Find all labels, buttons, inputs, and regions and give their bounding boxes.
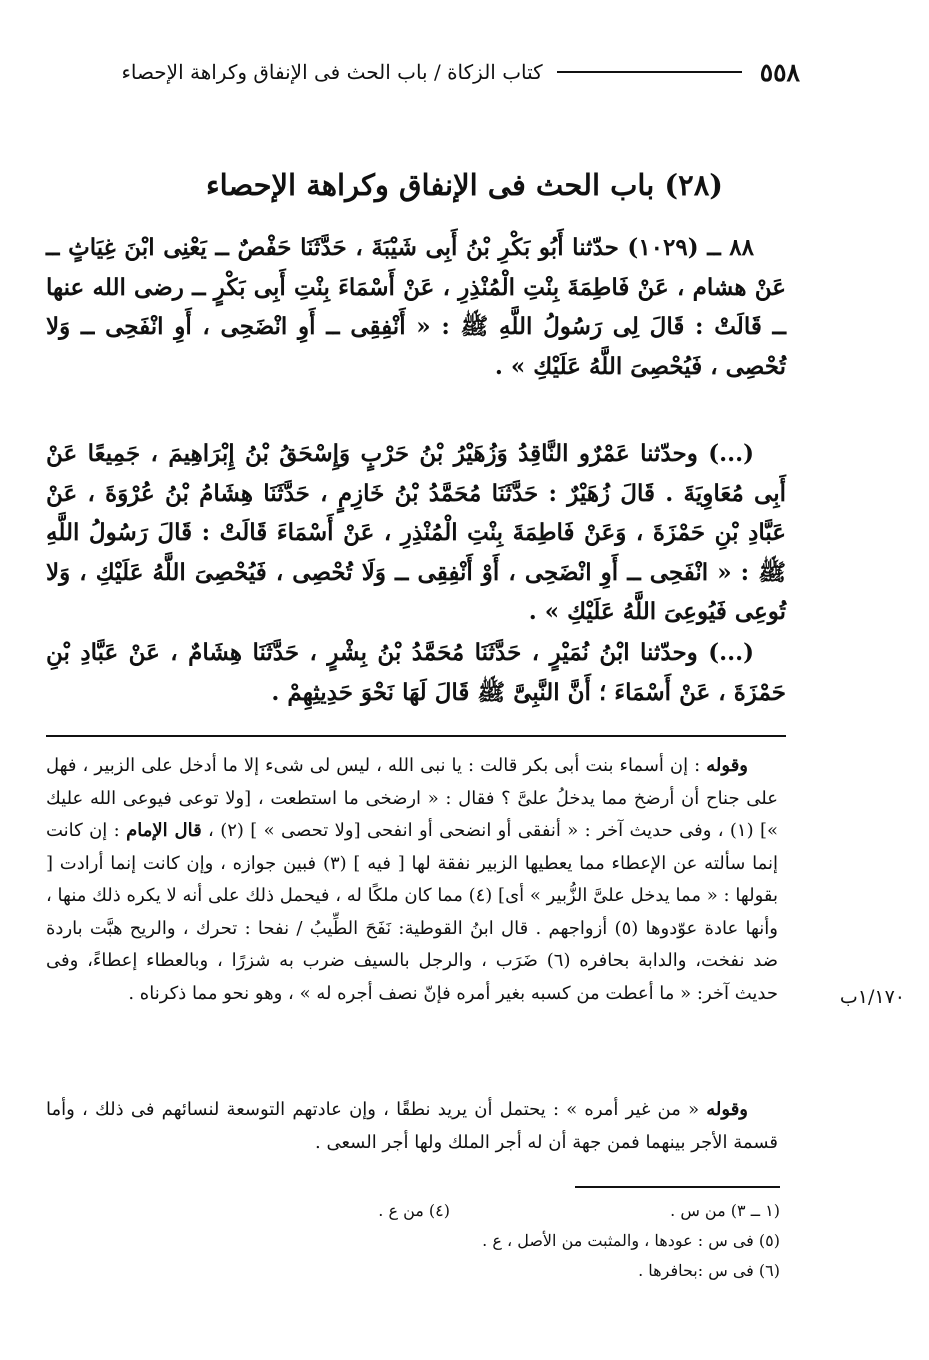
commentary-paragraph bbox=[46, 750, 778, 1010]
commentary-lead: وقوله bbox=[706, 1099, 748, 1120]
commentary-text: « من غير أمره » : يحتمل أن يريد نطقًا ، وإن عادتهم التوسعة لنسائهم فى ذلك ، وأما قسمة الأجر بينهما فمن جهة أن له أجر الملك ولها أجر السعى . bbox=[46, 1099, 778, 1153]
hadith-block bbox=[46, 434, 786, 632]
hadith-text: (...) وحدّثنا ابْنُ نُمَيْرٍ ، حَدَّثَنَا مُحَمَّدُ بْنُ بِشْرٍ ، حَدَّثَنَا هِشَامٌ ، عَنْ عَبَّادِ بْنِ حَمْزَةَ ، عَنْ أَسْمَاءَ ؛ أَنَّ النَّبِىَّ ﷺ قَالَ لَهَا نَحْوَ حَدِيثِهِمْ . bbox=[46, 639, 786, 706]
footnote-row bbox=[200, 1256, 780, 1286]
footnote-row bbox=[200, 1196, 780, 1226]
running-title: كتاب الزكاة / باب الحث فى الإنفاق وكراهة الإحصاء bbox=[121, 60, 543, 84]
commentary-block bbox=[46, 750, 778, 1010]
commentary-lead: وقوله bbox=[706, 755, 748, 776]
running-header bbox=[40, 52, 800, 92]
hadith-text: ٨٨ ــ (١٠٢٩) حدّثنا أَبُو بَكْرِ بْنُ أَبِى شَيْبَةَ ، حَدَّثَنَا حَفْصٌ ــ يَعْنِى ابْنَ غِيَاثٍ ــ عَنْ هشام ، عَنْ فَاطِمَةَ بِنْتِ الْمُنْذِرِ ، عَنْ أَسْمَاءَ بِنْتِ أَبِى بَكْرٍ ــ رضى الله عنها ــ قَالَتْ : قَالَ لِى رَسُولُ اللَّهِ ﷺ : « أَنْفِقِى ــ أَوِ انْضَحِى ، أَوِ انْفَحِى ــ وَلا تُحْصِى ، فَيُحْصِىَ اللَّهُ عَلَيْكِ » . bbox=[46, 234, 786, 380]
hadith-text: (...) وحدّثنا عَمْرٌو النَّاقِدُ وَزُهَيْرُ بْنُ حَرْبٍ وَإِسْحَقُ بْنُ إِبْرَاهِيمَ ، جَمِيعًا عَنْ أَبِى مُعَاوِيَةَ . قَالَ زُهَيْرٌ : حَدَّثَنَا مُحَمَّدُ بْنُ خَازِمٍ ، حَدَّثَنَا هِشَامُ بْنُ عُرْوَةَ ، عَنْ عَبَّادِ بْنِ حَمْزَةَ ، وَعَنْ فَاطِمَةَ بِنْتِ الْمُنْذِرِ ، عَنْ أَسْمَاءَ قَالَتْ : قَالَ رَسُولُ اللَّهِ ﷺ : « انْفَحِى ــ أَوِ انْضَحِى ، أَوْ أَنْفِقِى ــ وَلَا تُحْصِى ، فَيُحْصِىَ اللَّهُ عَلَيْكِ ، وَلا تُوعِى فَيُوعِىَ اللَّهُ عَلَيْكِ » . bbox=[46, 440, 786, 625]
margin-folio-note: ١/١٧٠ب bbox=[839, 986, 905, 1008]
footnotes bbox=[200, 1196, 780, 1286]
page-number: ٥٥٨ bbox=[759, 57, 800, 87]
header-rule bbox=[557, 71, 742, 73]
commentary-text: : إن أسماء بنت أبى بكر قالت : يا نبى الله ، ليس لى شىء إلا ما أدخل على الزبير ، فهل على جناح أن أرضخ مما يدخلُ علىَّ ؟ فقال : « ارضخى ما استطعت ، [ولا توعى فيوعى الله عليك »] (١) ، وفى حديث آخر : « أنفقى أو انضحى أو انفحى [ولا تحصى » ] (٢) ، bbox=[46, 755, 779, 841]
hadith-block bbox=[46, 633, 786, 712]
commentary-lead: قال الإمام bbox=[126, 820, 202, 841]
footnote: (٦) فى س :بحافرها . bbox=[638, 1261, 780, 1280]
chapter-title: (٢٨) باب الحث فى الإنفاق وكراهة الإحصاء bbox=[205, 168, 724, 202]
commentary-block bbox=[46, 1094, 778, 1159]
commentary-divider bbox=[46, 735, 786, 737]
footnote-row bbox=[200, 1226, 780, 1256]
commentary-text: : إن كانت إنما سألته عن الإعطاء مما يعطيها الزبير نفقة لها [ فيه ] (٣) فبين جوازه ، وإن كانت إنما أرادت [ بقولها : « مما يدخل علىَّ الزُّبير » أى] (٤) مما كان ملكًا له ، فيحمل ذلك على أنه لا يكره ذلك منها ، وأنها عادة عوّدوها (٥) أزواجهم . قال ابنُ القوطية: نَفَحَ الطِّيبُ / نفحا : تحرك ، والريح هبَّت باردة ضد نفخت، والدابة بحافره (٦) ضَرَب ، والرجل بالسيف ضرب به شزرًا ، وبالعطاء إعطاءً، وفى حديث آخر: « ما أعطت من كسبه بغير أمره فإنّ نصف أجره له » ، وهو نحو مما ذكرناه . bbox=[46, 820, 778, 1004]
commentary-paragraph bbox=[46, 1094, 778, 1159]
hadith-block bbox=[46, 228, 786, 386]
footnote-divider bbox=[575, 1186, 780, 1188]
footnote: (٤) من ع . bbox=[378, 1201, 450, 1220]
footnote: (١ ــ ٣) من س . bbox=[670, 1201, 780, 1220]
footnote: (٥) فى س : عودها ، والمثبت من الأصل ، ع . bbox=[482, 1231, 780, 1250]
